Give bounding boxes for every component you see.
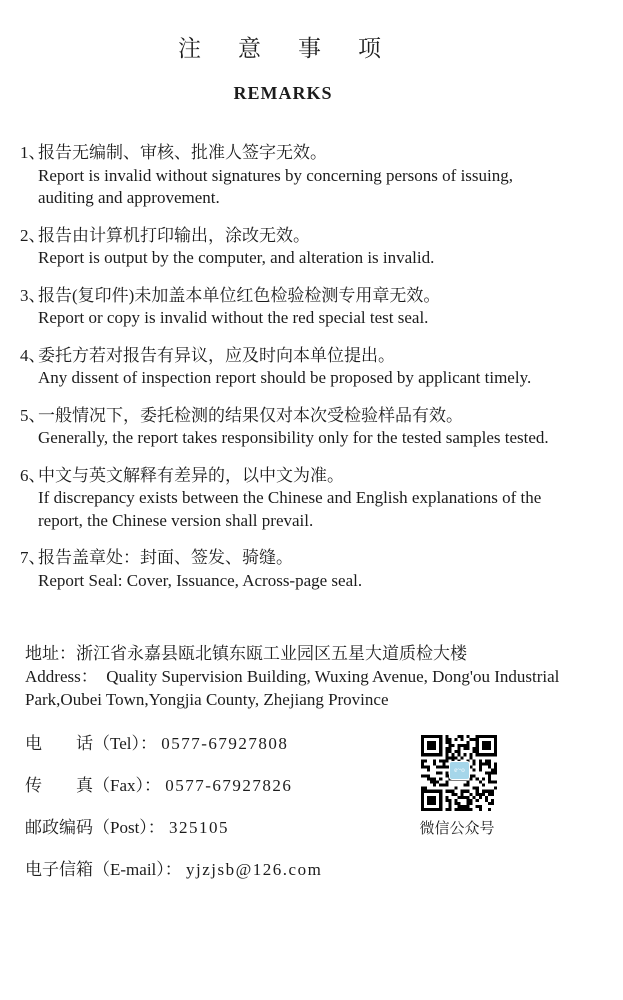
item-text-en: Report or copy is invalid without the red special test seal. [38,308,429,327]
remark-item-7 [0,547,623,592]
item-text-zh: 一般情况下，委托检测的结果仅对本次受检验样品有效。 [38,405,463,425]
email-label: 电子信箱（E-mail）： [25,860,187,879]
qr-code [421,735,497,811]
item-number: 5、 [20,405,46,425]
item-number: 6、 [20,465,46,485]
remark-item-2 [0,225,623,270]
telephone-value: 0577-67927808 [161,734,289,753]
postcode-row [25,817,623,839]
remark-item-6 [0,465,623,533]
telephone-label: 电 话（Tel）： [25,734,162,753]
qr-caption: 微信公众号 [419,821,495,837]
postcode-value: 325105 [169,818,230,837]
address-en-line2: Park,Oubei Town,Yongjia County, Zhejiang Province [25,690,389,709]
page-title-chinese: 注 意 事 项 [178,36,388,61]
fax-value: 0577-67927826 [165,776,293,795]
page-title-english: REMARKS [233,83,333,103]
remark-item-5 [0,405,623,450]
remarks-list [0,142,623,592]
item-text-zh: 报告无编制、审核、批准人签字无效。 [38,143,327,162]
item-text-en: Generally, the report takes responsibility only for the tested samples tested. [38,428,549,447]
fax-row [25,775,623,797]
contact-block [0,733,623,881]
fax-label: 传 真（Fax）： [25,776,166,795]
email-row [25,859,623,881]
qr-center-logo: e~o [449,761,470,780]
item-text-en: Report is invalid without signatures by concerning persons of issuing, [38,165,513,185]
address-zh: 地址：浙江省永嘉县瓯北镇东瓯工业园区五星大道质检大楼 [25,644,467,663]
postcode-label: 邮政编码（Post）： [25,818,170,837]
item-number: 3、 [20,285,46,305]
remark-item-4 [0,345,623,390]
item-text-zh: 报告(复印件)未加盖本单位红色检验检测专用章无效。 [38,285,441,305]
address-en-line1: Address： Quality Supervision Building, Wuxing Avenue, Dong'ou Industrial [25,667,560,686]
item-text-en: Report Seal: Cover, Issuance, Across-page seal. [38,570,363,590]
item-number: 7、 [20,548,46,567]
email-value: yjzjsb@126.com [186,860,323,879]
remark-item-3 [0,285,623,330]
item-text-zh: 报告由计算机打印输出，涂改无效。 [38,225,310,245]
item-text-zh: 委托方若对报告有异议，应及时向本单位提出。 [38,345,395,365]
item-text-en: Any dissent of inspection report should be proposed by applicant timely. [38,368,532,387]
item-text-en: If discrepancy exists between the Chinese and English explanations of the [38,488,542,507]
item-text-zh: 报告盖章处：封面、签发、骑缝。 [38,548,293,567]
item-text-en: Report is output by the computer, and alteration is invalid. [38,248,435,267]
item-text-en: report, the Chinese version shall prevail. [38,510,314,530]
item-number: 1、 [20,143,46,162]
wechat-qr-section [420,735,498,838]
telephone-row [25,733,623,755]
item-text-zh: 中文与英文解释有差异的，以中文为准。 [38,465,344,485]
item-number: 2、 [20,225,46,245]
remark-item-1 [0,142,623,210]
item-text-en: auditing and approvement. [38,188,220,207]
item-number: 4、 [20,345,46,365]
address-block [0,642,623,711]
